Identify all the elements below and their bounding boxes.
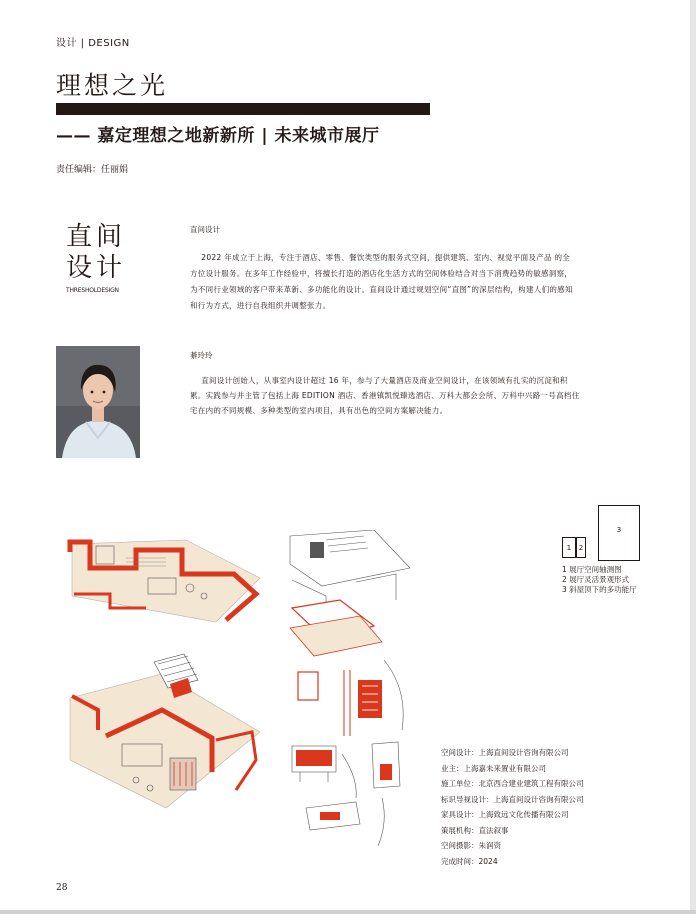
axonometric-drawing-large <box>66 640 262 812</box>
article-subtitle: —— 嘉定理想之地新新所 | 未来城市展厅 <box>56 126 380 146</box>
logo-text-line1: 直间 <box>66 222 127 252</box>
axonometric-drawing-small <box>66 538 262 624</box>
firm-logo <box>66 222 146 294</box>
credit-line: 完成时间：2024 <box>441 856 498 866</box>
figure-key-box-2: 2 <box>576 537 586 558</box>
credit-line: 施工单位：北京西合建业建筑工程有限公司 <box>441 779 584 788</box>
page-edge-right <box>690 0 696 914</box>
designer-name: 綦玲玲 <box>190 351 213 360</box>
article-title: 理想之光 <box>56 71 169 100</box>
exhibition-sketches-upper <box>286 530 414 746</box>
figure-key-box-1: 1 <box>562 537 576 558</box>
page-edge-bottom <box>0 910 696 914</box>
legend-item: 2 展厅灵活景观形式 <box>562 575 630 584</box>
designer-portrait <box>56 346 140 458</box>
legend-item: 1 展厅空间轴测图 <box>562 565 622 574</box>
legend-item: 3 斜屋顶下的多功能厅 <box>562 585 637 594</box>
section-label: 设计 | DESIGN <box>56 38 130 49</box>
exhibition-sketches-lower <box>286 738 414 852</box>
firm-description: 2022 年成立于上海，专注于酒店、零售、餐饮类型的服务式空间，提供建筑、室内、视觉平面及产品 的全方位设计服务。在多年工作经验中，将擅长打造的酒店化生活方式的空间体验结合对当下消费趋势的敏感洞察，为不同行业领域的客户带来革新、多功能化的设计。直间设计通过规划空间“直图”的深层结构，构建人们的感知和行为方式，进行自我组织并调整张力。 <box>190 253 573 310</box>
designer-bio: 直间设计创始人，从事室内设计超过 16 年，参与了大量酒店及商业空间设计，在该领域有扎实的沉淀和积累。实践参与并主管了包括上海 EDITION 酒店、香港镇凯悦臻选酒店、万科大都会会所、万科中兴路一号高档住宅在内的不同规模、多种类型的室内项目，具有出色的空间方案解决能力。 <box>190 376 580 415</box>
credit-line: 业主：上海嘉未来置业有限公司 <box>441 763 546 773</box>
credit-line: 标识导视设计：上海直间设计咨询有限公司 <box>441 794 584 804</box>
figure-legend <box>562 565 637 595</box>
credit-line: 策展机构：直法叙事 <box>441 825 509 835</box>
logo-english: THRESHOLDESIGN <box>66 287 119 294</box>
title-underline-bar <box>56 103 430 115</box>
page-number: 28 <box>56 883 68 893</box>
firm-name: 直间设计 <box>190 225 220 234</box>
credit-line: 空间摄影：朱润资 <box>441 841 501 850</box>
project-credits <box>441 745 584 869</box>
credit-line: 家具设计：上海致远文化传播有限公司 <box>441 810 569 819</box>
logo-text-line2: 设计 <box>66 253 127 283</box>
editor-credit: 责任编辑：任丽娟 <box>56 165 129 175</box>
credit-line: 空间设计：上海直间设计咨询有限公司 <box>441 748 569 757</box>
figure-key-box-3: 3 <box>598 505 640 561</box>
